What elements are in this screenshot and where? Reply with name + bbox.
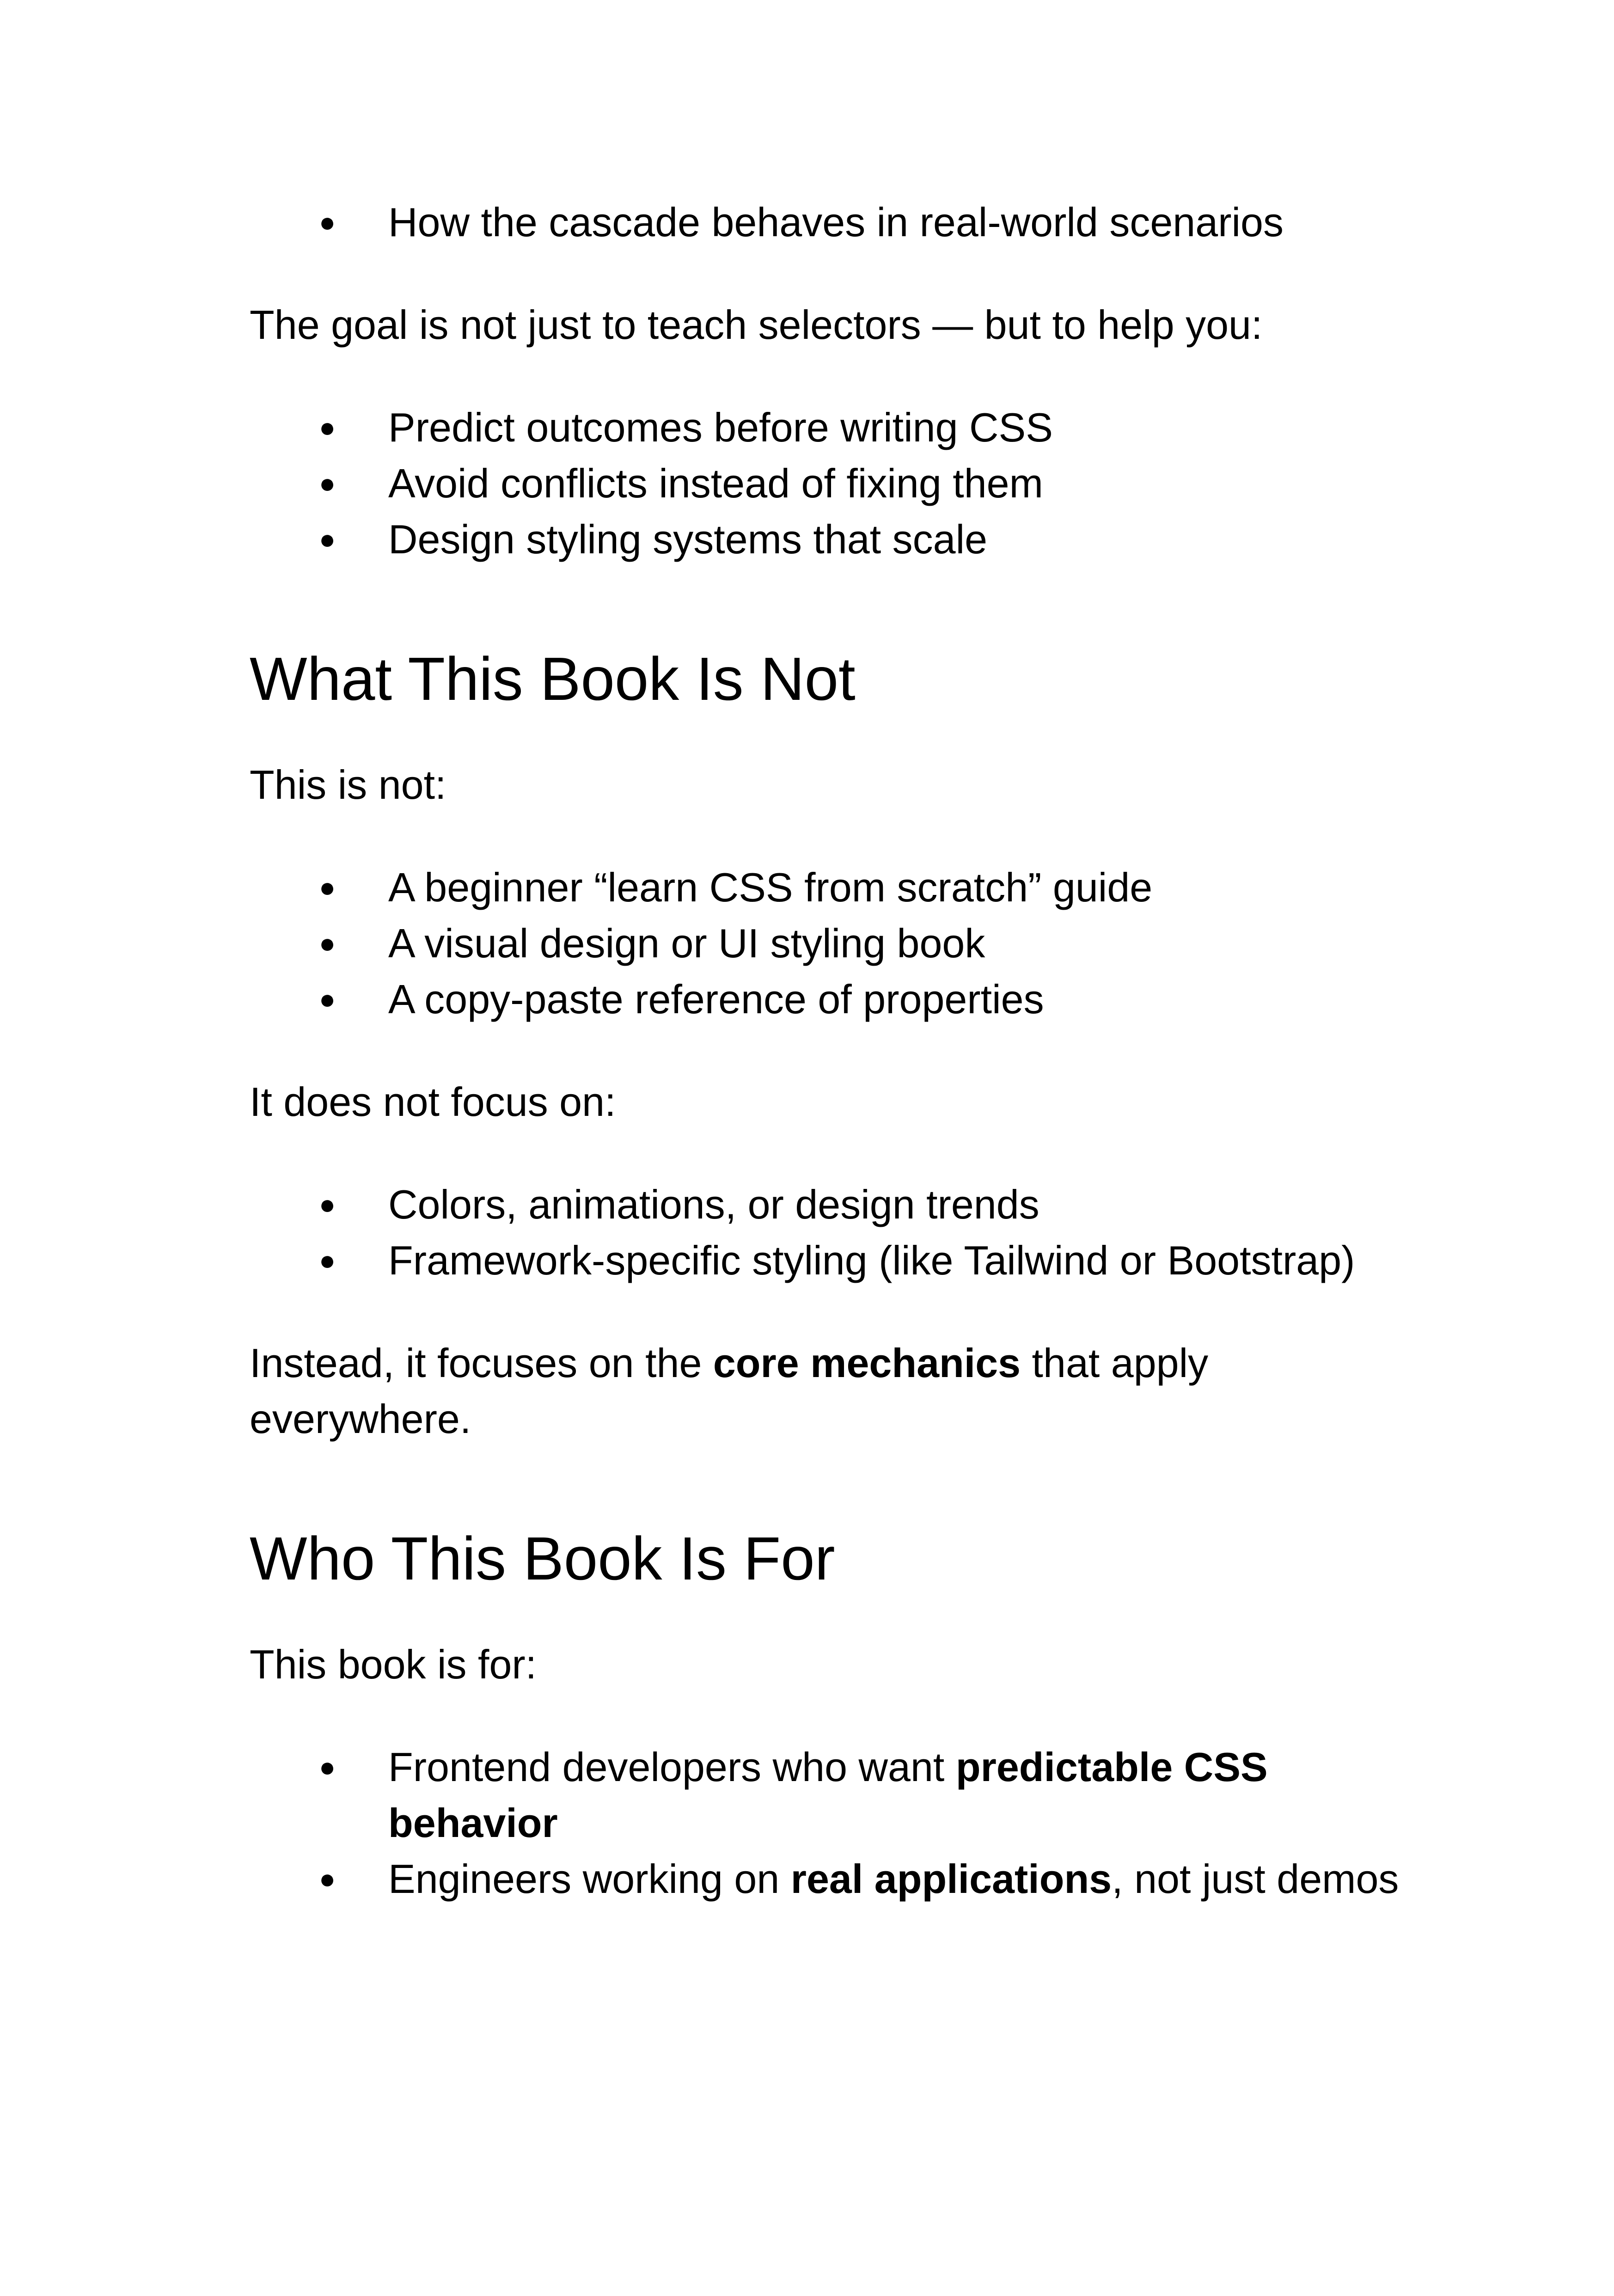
list-item-text: A copy-paste reference of properties bbox=[388, 976, 1044, 1022]
bullet-list-top bbox=[250, 194, 1433, 250]
list-item-text-before: Frontend developers who want bbox=[388, 1744, 956, 1790]
list-item bbox=[250, 915, 1433, 971]
goal-intro: The goal is not just to teach selectors — but to help you: bbox=[250, 302, 1263, 348]
bullet-icon: ● bbox=[319, 207, 336, 238]
bullet-icon: ● bbox=[319, 524, 336, 555]
list-item bbox=[250, 511, 1433, 567]
list-item-text-after: , not just demos bbox=[1112, 1856, 1399, 1902]
list-item-text: Predict outcomes before writing CSS bbox=[388, 404, 1053, 450]
list-item-text: How the cascade behaves in real-world scenarios bbox=[388, 199, 1284, 245]
instead-paragraph bbox=[250, 1335, 1433, 1447]
list-item-text: Colors, animations, or design trends bbox=[388, 1182, 1039, 1227]
list-item bbox=[250, 971, 1433, 1027]
list-item-bold: predictable CSS behavior bbox=[388, 1744, 1268, 1846]
list-item bbox=[250, 1739, 1433, 1851]
list-item-text: Framework-specific styling (like Tailwind or Bootstrap) bbox=[388, 1237, 1355, 1283]
instead-bold: core mechanics bbox=[713, 1340, 1021, 1386]
bullet-icon: ● bbox=[319, 1245, 336, 1276]
list-item bbox=[250, 859, 1433, 915]
bullet-icon: ● bbox=[319, 468, 336, 499]
list-item bbox=[250, 194, 1433, 250]
list-item-text: A visual design or UI styling book bbox=[388, 920, 985, 966]
list-item bbox=[250, 1232, 1433, 1288]
list-item bbox=[250, 1851, 1433, 1907]
focus-list bbox=[250, 1176, 1433, 1288]
not-list bbox=[250, 859, 1433, 1027]
instead-text-before: Instead, it focuses on the bbox=[250, 1340, 713, 1386]
list-item-text: Avoid conflicts instead of fixing them bbox=[388, 460, 1043, 506]
heading-what-this-book-is-not: What This Book Is Not bbox=[250, 645, 856, 713]
focus-intro: It does not focus on: bbox=[250, 1079, 616, 1125]
list-item bbox=[250, 455, 1433, 511]
bullet-icon: ● bbox=[319, 984, 336, 1015]
list-item-bold: real applications bbox=[790, 1856, 1112, 1902]
list-item-text-before: Engineers working on bbox=[388, 1856, 791, 1902]
goal-list bbox=[250, 399, 1433, 567]
bullet-icon: ● bbox=[319, 872, 336, 903]
list-item bbox=[250, 1176, 1433, 1232]
heading-who-this-book-is-for: Who This Book Is For bbox=[250, 1525, 835, 1592]
bullet-icon: ● bbox=[319, 412, 336, 443]
not-intro: This is not: bbox=[250, 762, 446, 808]
bullet-icon: ● bbox=[319, 1189, 336, 1220]
page-content bbox=[250, 194, 1433, 1907]
for-intro: This book is for: bbox=[250, 1641, 537, 1687]
bullet-icon: ● bbox=[319, 928, 336, 959]
bullet-icon: ● bbox=[319, 1751, 336, 1782]
instead-text-after: that apply everywhere. bbox=[250, 1340, 1209, 1442]
for-list bbox=[250, 1739, 1433, 1907]
bullet-icon: ● bbox=[319, 1863, 336, 1894]
list-item-text: Design styling systems that scale bbox=[388, 516, 988, 562]
list-item bbox=[250, 399, 1433, 455]
list-item-text: A beginner “learn CSS from scratch” guide bbox=[388, 864, 1153, 910]
